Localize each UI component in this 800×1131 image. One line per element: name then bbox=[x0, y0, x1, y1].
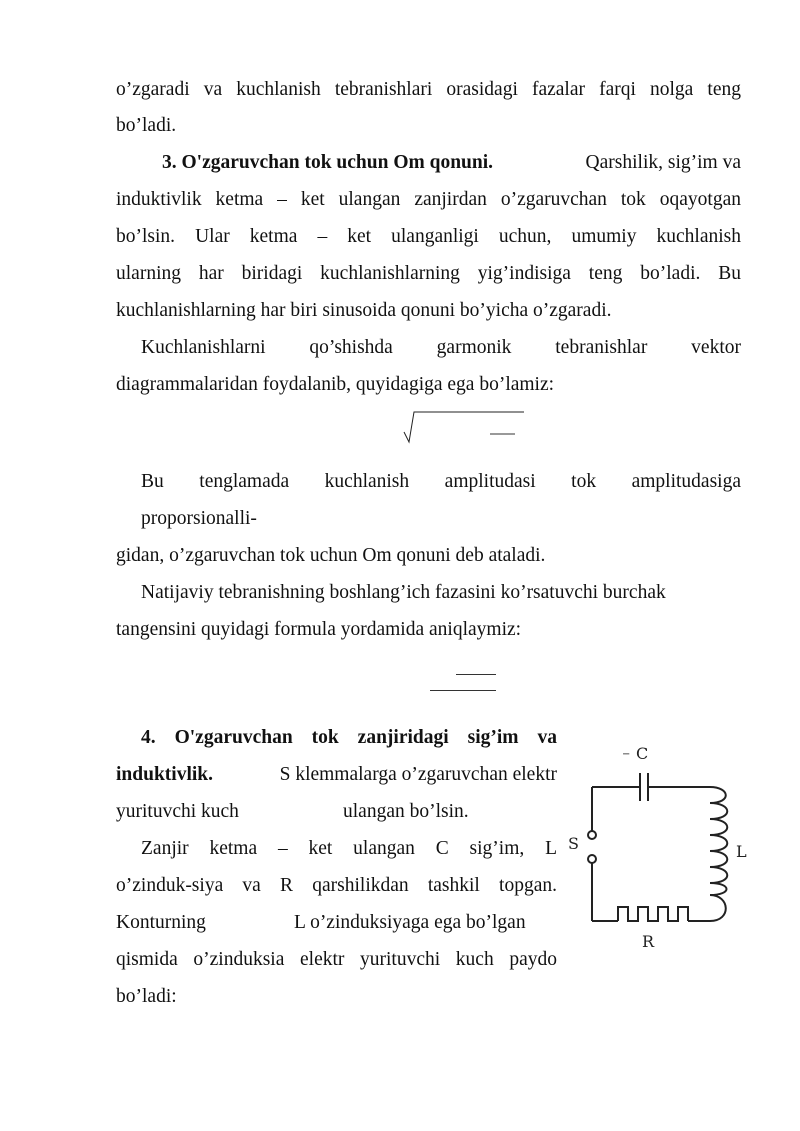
label-c: C bbox=[636, 744, 649, 763]
text-line: ularning har biridagi kuchlanishlarning yig’indisiga teng bo’ladi. Bu bbox=[116, 263, 741, 284]
section-4-heading-end: induktivlik. bbox=[116, 764, 214, 785]
text-line: induktivlik ketma – ket ulangan zanjirdan o’zgaruvchan tok oqayotgan bbox=[116, 189, 741, 210]
text-line: Qarshilik, sig’im va bbox=[585, 152, 741, 173]
text-line: L o’zinduksiyaga ega bo’lgan bbox=[294, 912, 526, 933]
section-4-heading: 4. O'zgaruvchan tok zanjiridagi sig’im va bbox=[141, 727, 557, 748]
text-line: bo’ladi. bbox=[116, 115, 177, 136]
formula-fraction-line bbox=[456, 674, 496, 675]
text-line: Bu tenglamada kuchlanish amplitudasi tok amplitudasiga bbox=[141, 471, 741, 492]
label-s: S bbox=[568, 834, 579, 853]
text-line: Konturning bbox=[116, 912, 206, 933]
text-line: bo’lsin. Ular ketma – ket ulanganligi uchun, umumiy kuchlanish bbox=[116, 226, 741, 247]
text-line: Zanjir ketma – ket ulangan C sig’im, L bbox=[141, 838, 557, 859]
text-line: gidan, o’zgaruvchan tok uchun Om qonuni deb ataladi. bbox=[116, 545, 546, 566]
rlc-circuit-diagram bbox=[560, 735, 760, 960]
text-line: ulangan bo’lsin. bbox=[343, 801, 469, 822]
label-l: L bbox=[736, 842, 747, 861]
text-line: proporsionalli- bbox=[141, 508, 257, 529]
text-line: diagrammalaridan foydalanib, quyidagiga ega bo’lamiz: bbox=[116, 374, 555, 395]
text-line: S klemmalarga o’zgaruvchan elektr bbox=[279, 764, 557, 785]
section-4-second-line bbox=[116, 763, 557, 787]
text-line: o’zgaradi va kuchlanish tebranishlari orasidagi fazalar farqi nolga teng bbox=[116, 79, 741, 100]
label-r: R bbox=[642, 932, 655, 951]
capacitor-mark: − bbox=[622, 749, 631, 760]
formula-fraction-line bbox=[430, 690, 496, 691]
section-3-heading: 3. O'zgaruvchan tok uchun Om qonuni. bbox=[162, 152, 494, 173]
text-line: qismida o’zinduksia elektr yurituvchi kuch paydo bbox=[116, 949, 557, 970]
section-3-first-line bbox=[162, 151, 741, 175]
text-line: yurituvchi kuch bbox=[116, 801, 239, 822]
text-line: Natijaviy tebranishning boshlang’ich fazasini ko’rsatuvchi burchak bbox=[141, 582, 666, 603]
sqrt-formula-icon bbox=[400, 408, 530, 452]
text-line: tangensini quyidagi formula yordamida aniqlaymiz: bbox=[116, 619, 522, 640]
text-line: bo’ladi: bbox=[116, 986, 177, 1007]
text-line: Kuchlanishlarni qo’shishda garmonik tebranishlar vektor bbox=[141, 337, 741, 358]
text-line: kuchlanishlarning har biri sinusoida qonuni bo’yicha o’zgaradi. bbox=[116, 300, 612, 321]
text-line: o’zinduk-siya va R qarshilikdan tashkil topgan. bbox=[116, 875, 557, 896]
